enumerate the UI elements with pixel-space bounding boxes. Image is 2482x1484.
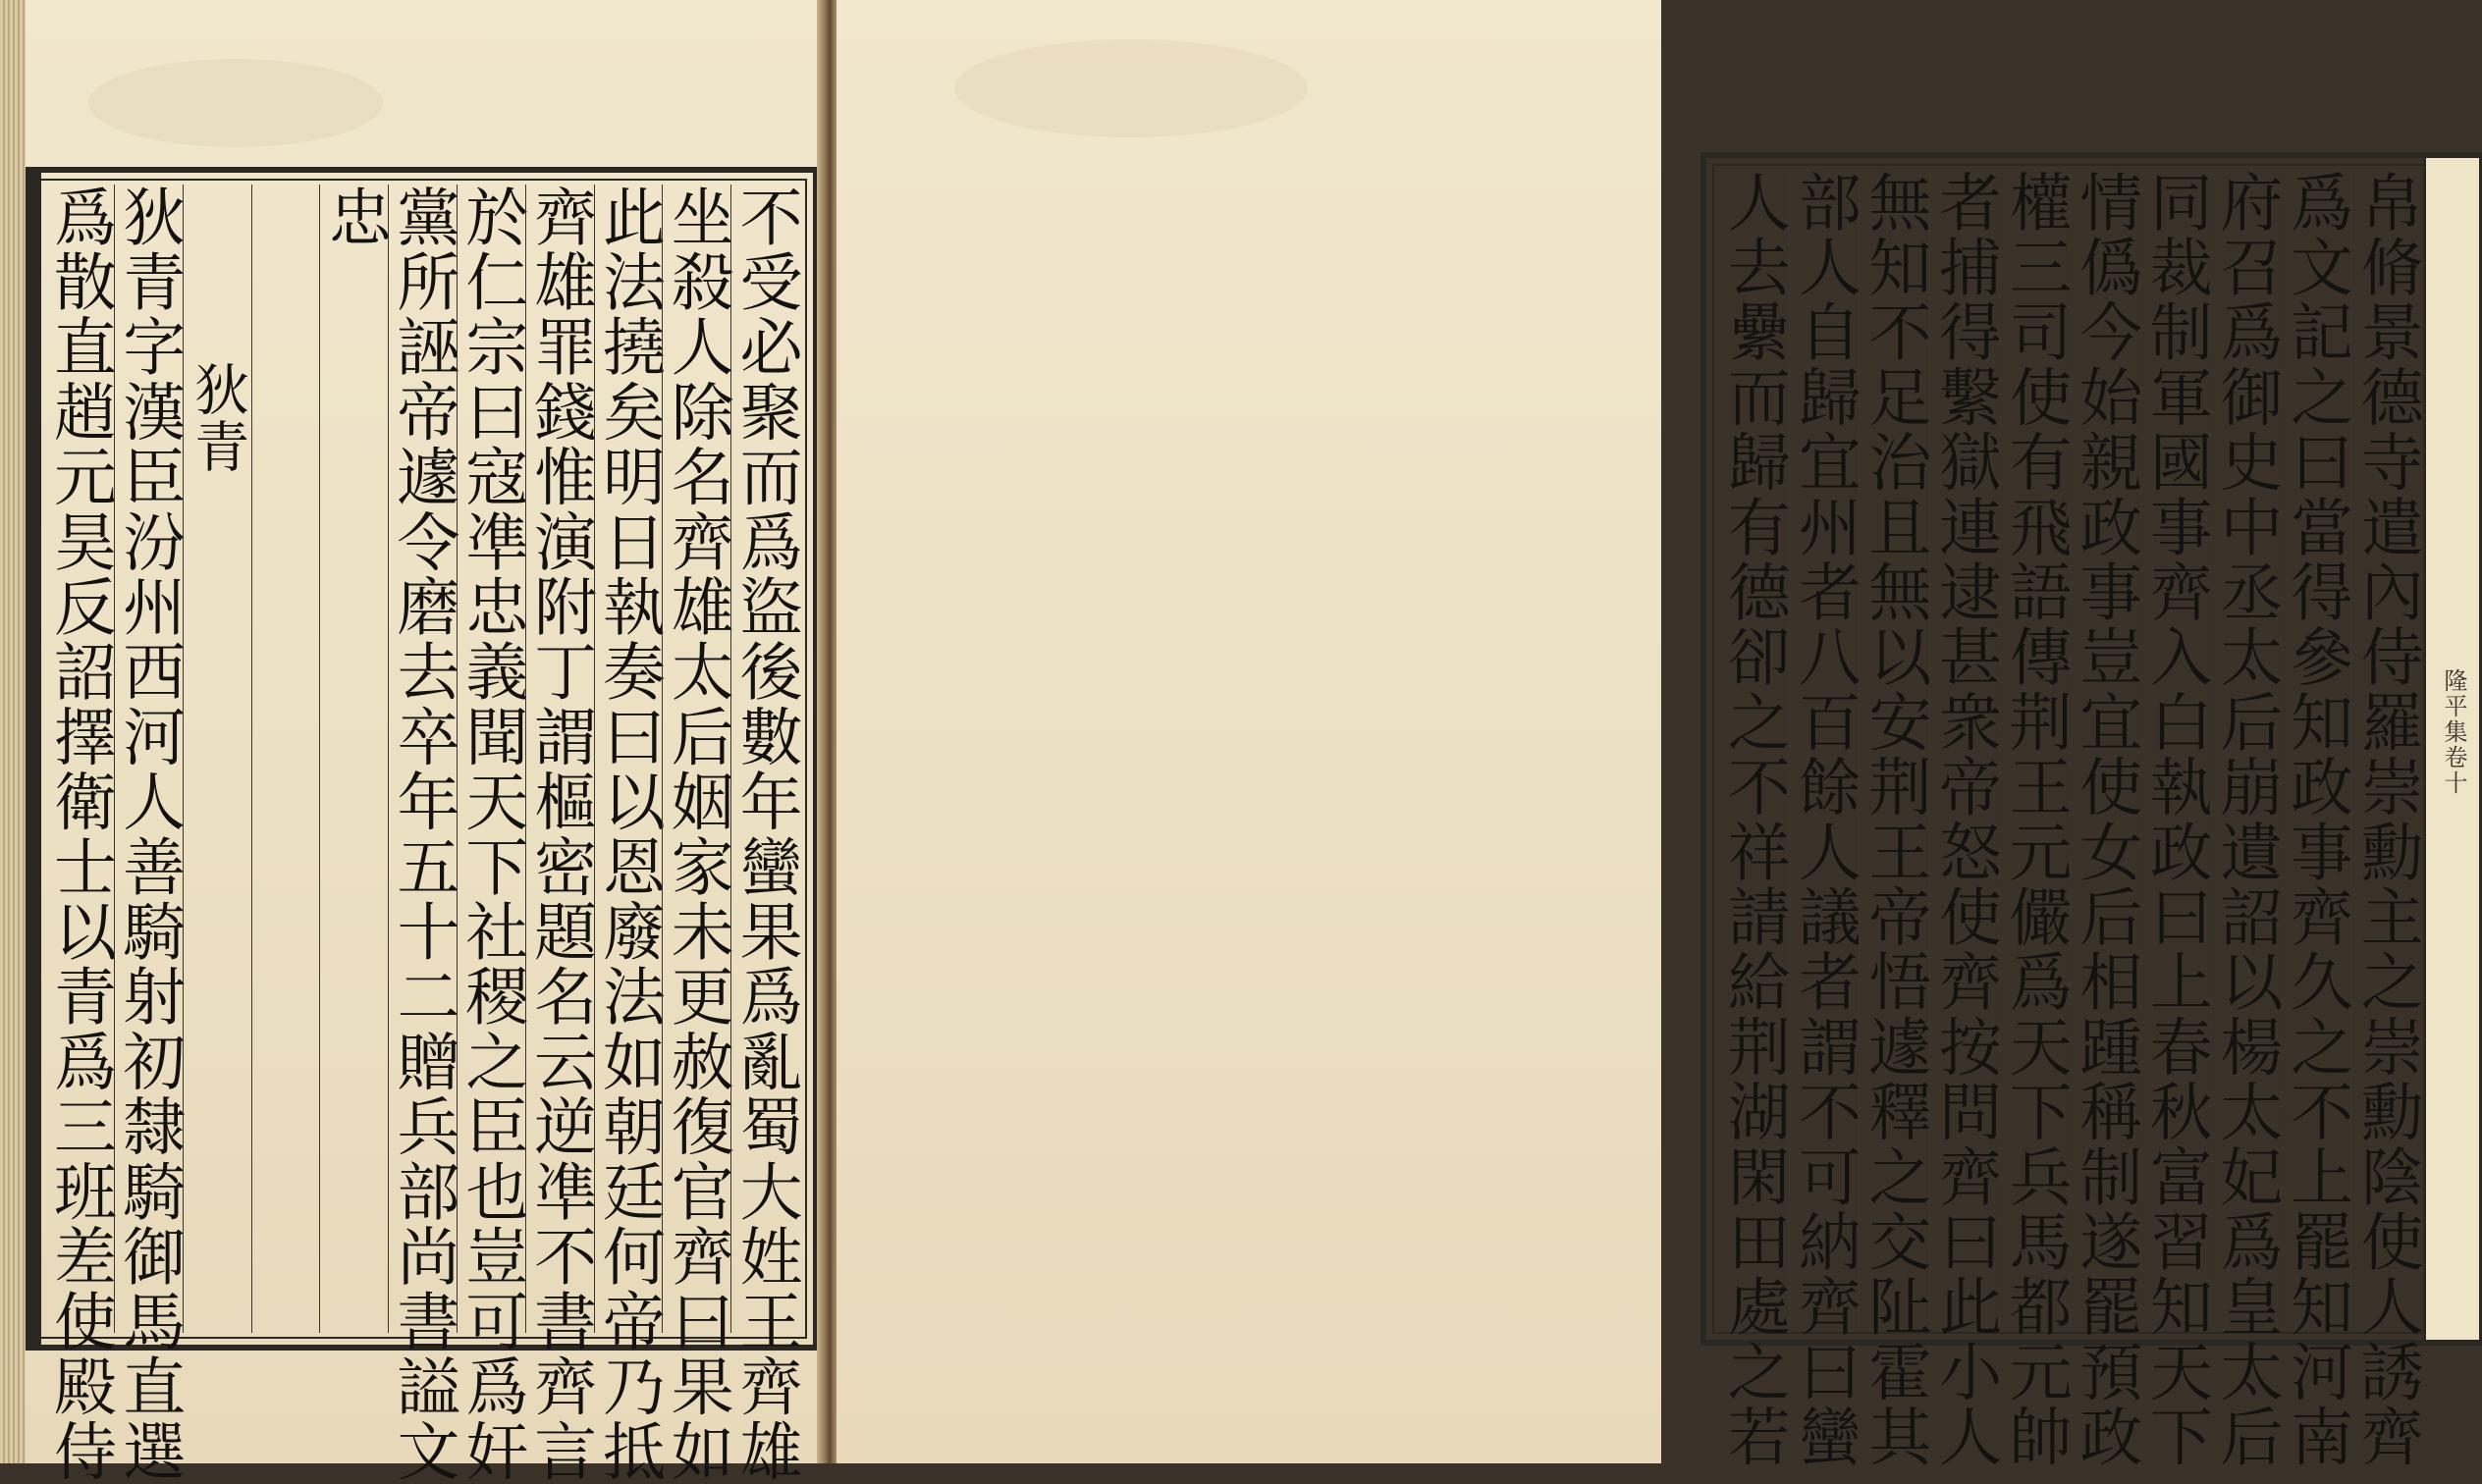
left-text-columns [42, 185, 802, 1484]
right-column-10: 人去纍而歸有德卻之不祥請給荆湖閑田處之若 [1716, 170, 1790, 1469]
left-column-3: 此法撓矣明日執奏曰以恩廢法如朝廷何帝乃抵 [591, 185, 665, 1484]
left-column-9: 狄青 [183, 185, 251, 1333]
right-column-9: 部人自歸宜州者八百餘人議者謂不可納齊曰蠻 [1787, 170, 1861, 1469]
left-page [0, 0, 823, 1484]
left-text-frame [26, 167, 819, 1484]
left-column-2: 坐殺人除名齊雄太后姻家未更赦復官齊曰果如 [660, 185, 733, 1484]
right-column-3: 府召爲御史中丞太后崩遺詔以楊太妃爲皇太后 [2209, 170, 2283, 1469]
right-margin-strip [2423, 158, 2479, 1340]
margin-title-label: 隆平集卷十 [2440, 668, 2467, 796]
right-column-6: 權三司使有飛語傳荆王元儼爲天下兵馬都元帥 [1998, 170, 2072, 1469]
right-text-frame [1700, 152, 2482, 1469]
right-column-2: 爲文記之曰當得參知政事齊久之不上罷知河南 [2280, 170, 2353, 1469]
left-column-7: 忠 [319, 185, 388, 1333]
right-text-columns [1716, 170, 2423, 1469]
left-column-5: 於仁宗曰寇凖忠義聞天下社稷之臣也豈可爲奸 [455, 185, 528, 1484]
left-column-11: 爲散直趙元昊反詔擇衛士以青爲三班差使殿侍 [42, 185, 116, 1484]
left-margin-strip [29, 173, 41, 1345]
left-column-1: 不受必聚而爲盜後數年蠻果爲亂蜀大姓王齊雄 [728, 185, 802, 1484]
right-page [836, 0, 2467, 1469]
left-column-4: 齊雄罪錢惟演附丁謂樞密題名云逆凖不書齊言 [523, 185, 597, 1484]
left-column-6: 黨所誣帝遽令磨去卒年五十二贈兵部尚書謚文 [386, 185, 459, 1484]
left-page-edge [0, 0, 26, 1463]
right-column-8: 無知不足治且無以安荆王帝悟遽釋之交阯霍其 [1858, 170, 1931, 1469]
right-column-1: 帛脩景德寺遣內侍羅崇勳主之崇勳陰使人誘齊 [2349, 170, 2423, 1469]
right-column-4: 同裁制軍國事齊入白執政曰上春秋富習知天下 [2138, 170, 2212, 1469]
right-column-7: 者捕得繫獄連逮甚衆帝怒使齊按問齊曰此小人 [1928, 170, 2002, 1469]
right-column-5: 情僞今始親政事豈宜使女后相踵稱制遂罷預政 [2069, 170, 2142, 1469]
left-column-8 [251, 185, 320, 1333]
left-column-10: 狄青字漢臣汾州西河人善騎射初隸騎御馬直選 [112, 185, 186, 1484]
